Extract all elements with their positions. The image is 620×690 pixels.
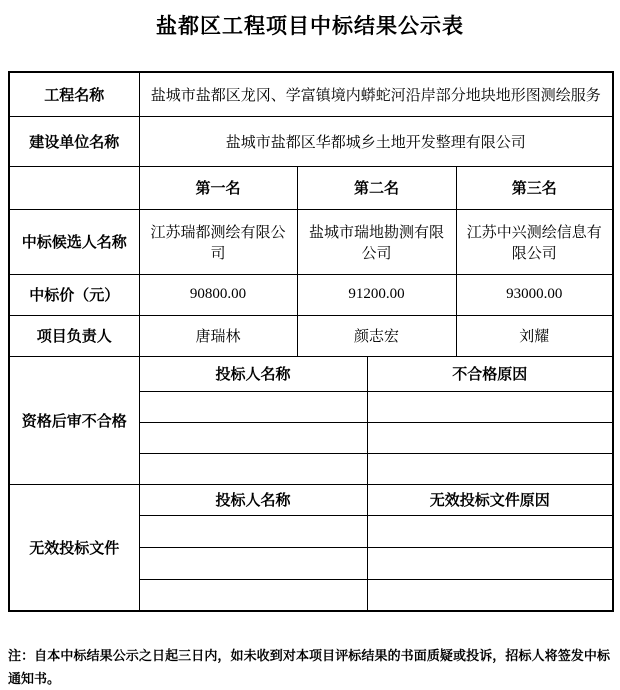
empty-bidder-cell <box>139 579 367 611</box>
owner-value: 盐城市盐都区华都城乡土地开发整理有限公司 <box>139 116 613 166</box>
empty-bidder-cell <box>139 422 367 453</box>
rank-header-2: 第二名 <box>297 166 456 209</box>
price-row <box>9 274 613 315</box>
post-qualification-label: 资格后审不合格 <box>9 356 139 484</box>
invalid-bids-reason-header: 无效投标文件原因 <box>367 484 613 515</box>
rank-header-3: 第三名 <box>456 166 613 209</box>
project-name-label: 工程名称 <box>9 72 139 116</box>
empty-bidder-cell <box>139 515 367 547</box>
price-label: 中标价（元） <box>9 274 139 315</box>
post-qualification-reason-header: 不合格原因 <box>367 356 613 391</box>
invalid-bids-bidder-header: 投标人名称 <box>139 484 367 515</box>
empty-reason-cell <box>367 422 613 453</box>
bid-result-table <box>8 71 614 612</box>
price-2: 91200.00 <box>297 274 456 315</box>
empty-bidder-cell <box>139 391 367 422</box>
empty-reason-cell <box>367 579 613 611</box>
manager-3: 刘耀 <box>456 315 613 356</box>
invalid-bids-label: 无效投标文件 <box>9 484 139 611</box>
empty-reason-cell <box>367 547 613 579</box>
candidates-label: 中标候选人名称 <box>9 209 139 274</box>
page-title: 盐都区工程项目中标结果公示表 <box>156 15 464 38</box>
empty-bidder-cell <box>139 547 367 579</box>
manager-row <box>9 315 613 356</box>
project-name-value: 盐城市盐都区龙冈、学富镇境内蟒蛇河沿岸部分地块地形图测绘服务 <box>139 72 613 116</box>
rank-header-spacer <box>9 166 139 209</box>
footer-note: 注：自本中标结果公示之日起三日内，如未收到对本项目评标结果的书面质疑或投诉，招标人将签发中标通知书。 <box>8 648 610 686</box>
manager-2: 颜志宏 <box>297 315 456 356</box>
manager-label: 项目负责人 <box>9 315 139 356</box>
empty-reason-cell <box>367 391 613 422</box>
candidate-2: 盐城市瑞地勘测有限公司 <box>297 209 456 274</box>
price-3: 93000.00 <box>456 274 613 315</box>
price-1: 90800.00 <box>139 274 297 315</box>
invalid-bids-header-row <box>9 484 613 515</box>
candidate-1: 江苏瑞都测绘有限公司 <box>139 209 297 274</box>
post-qualification-bidder-header: 投标人名称 <box>139 356 367 391</box>
rank-header-row <box>9 166 613 209</box>
empty-bidder-cell <box>139 453 367 484</box>
owner-row <box>9 116 613 166</box>
project-name-row <box>9 72 613 116</box>
empty-reason-cell <box>367 453 613 484</box>
post-qualification-header-row <box>9 356 613 391</box>
candidate-3: 江苏中兴测绘信息有限公司 <box>456 209 613 274</box>
rank-header-1: 第一名 <box>139 166 297 209</box>
empty-reason-cell <box>367 515 613 547</box>
manager-1: 唐瑞林 <box>139 315 297 356</box>
owner-label: 建设单位名称 <box>9 116 139 166</box>
candidates-row <box>9 209 613 274</box>
